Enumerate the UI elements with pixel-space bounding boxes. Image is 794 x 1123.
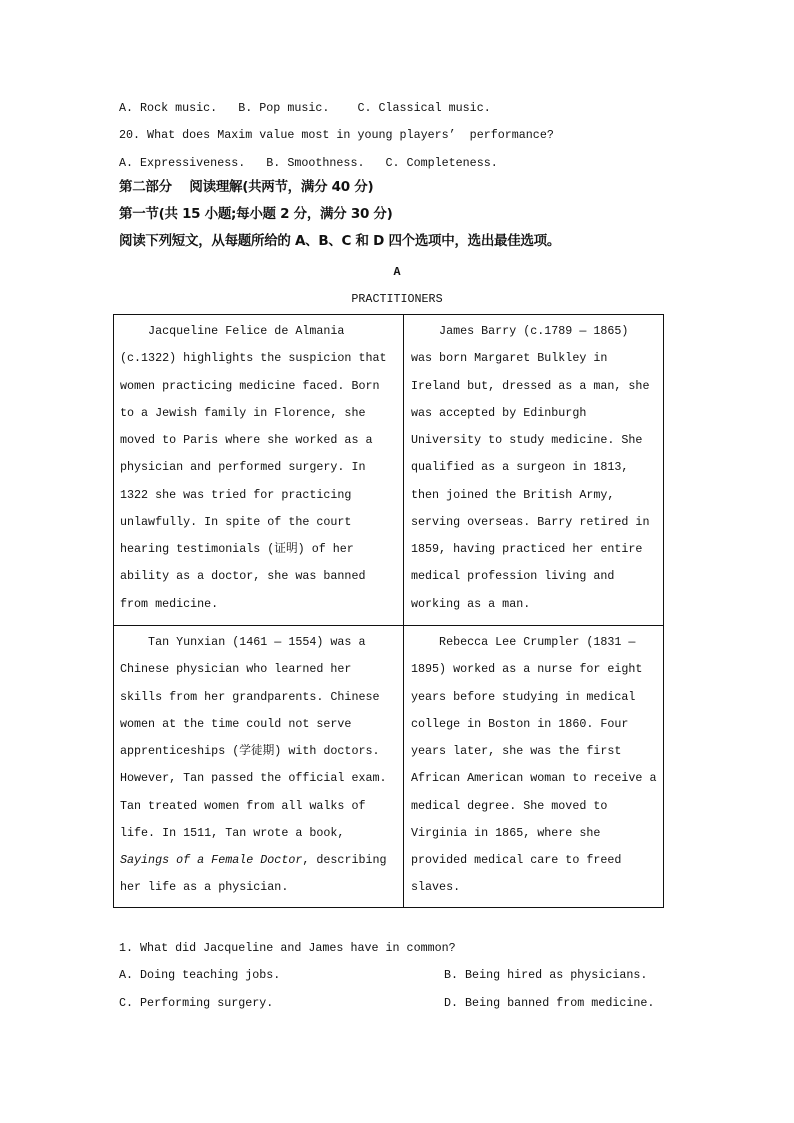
cell-line: Tan treated women from all walks of bbox=[120, 798, 366, 813]
cell-line: to a Jewish family in Florence, she bbox=[120, 405, 366, 420]
cell-line: unlawfully. In spite of the court bbox=[120, 514, 352, 529]
q20-options: A. Expressiveness. B. Smoothness. C. Completeness. bbox=[119, 156, 498, 170]
cell-line: slaves. bbox=[411, 880, 461, 895]
cell-line: years before studying in medical bbox=[411, 689, 636, 704]
cell-line: (c.1322) highlights the suspicion that bbox=[120, 351, 387, 366]
option-b: B. Being hired as physicians. bbox=[444, 968, 648, 982]
instructions: 阅读下列短文，从每题所给的 A、B、C 和 D 四个选项中，选出最佳选项。 bbox=[119, 233, 561, 249]
table-divider-horizontal bbox=[113, 625, 664, 626]
cell-line: was accepted by Edinburgh bbox=[411, 405, 587, 420]
cell-line: African American woman to receive a bbox=[411, 771, 657, 786]
cell-line: serving overseas. Barry retired in bbox=[411, 514, 650, 529]
cell-line: Tan Yunxian (1461 — 1554) was a bbox=[120, 635, 366, 649]
part-heading: 第二部分 阅读理解(共两节，满分 40 分) bbox=[119, 179, 374, 195]
cell-line: apprenticeships (学徒期) with doctors. bbox=[120, 744, 380, 758]
cell-line: moved to Paris where she worked as a bbox=[120, 433, 373, 447]
book-title-suffix: , describing bbox=[302, 853, 387, 867]
book-title: Sayings of a Female Doctor bbox=[120, 853, 303, 867]
cell-line: 1895) worked as a nurse for eight bbox=[411, 662, 643, 677]
cell-line: However, Tan passed the official exam. bbox=[120, 771, 387, 786]
cell-line: provided medical care to freed bbox=[411, 853, 622, 867]
q19-options: A. Rock music. B. Pop music. C. Classical music. bbox=[119, 101, 491, 115]
q20-question: 20. What does Maxim value most in young players’ performance? bbox=[119, 128, 554, 142]
cell-line: Chinese physician who learned her bbox=[120, 662, 352, 677]
cell-line: Jacqueline Felice de Almania bbox=[120, 324, 345, 338]
passage-title: PRACTITIONERS bbox=[351, 292, 443, 306]
practitioners-table bbox=[113, 314, 664, 908]
cell-line: 1859, having practiced her entire bbox=[411, 542, 643, 556]
cell-line: was born Margaret Bulkley in bbox=[411, 351, 608, 366]
cell-line: medical profession living and bbox=[411, 569, 615, 584]
cell-line: women practicing medicine faced. Born bbox=[120, 378, 380, 393]
option-a: A. Doing teaching jobs. bbox=[119, 968, 281, 982]
cell-line: working as a man. bbox=[411, 596, 531, 611]
cell-line: ability as a doctor, she was banned bbox=[120, 569, 366, 584]
option-c: C. Performing surgery. bbox=[119, 996, 274, 1010]
cell-line: her life as a physician. bbox=[120, 880, 289, 895]
cell-line: James Barry (c.1789 — 1865) bbox=[411, 324, 629, 338]
cell-line: physician and performed surgery. In bbox=[120, 460, 366, 475]
cell-line: then joined the British Army, bbox=[411, 487, 615, 502]
cell-line: years later, she was the first bbox=[411, 744, 622, 758]
cell-line: 1322 she was tried for practicing bbox=[120, 487, 352, 502]
cell-line: women at the time could not serve bbox=[120, 716, 352, 731]
cell-line: University to study medicine. She bbox=[411, 433, 643, 447]
cell-line: Rebecca Lee Crumpler (1831 — bbox=[411, 635, 636, 649]
passage-label: A bbox=[393, 265, 401, 279]
cell-line: Virginia in 1865, where she bbox=[411, 825, 601, 840]
table-divider-vertical bbox=[403, 314, 404, 908]
cell-line: life. In 1511, Tan wrote a book, bbox=[120, 825, 345, 840]
cell-line: Ireland but, dressed as a man, she bbox=[411, 378, 650, 393]
question-1-stem: 1. What did Jacqueline and James have in common? bbox=[119, 941, 456, 955]
cell-line: qualified as a surgeon in 1813, bbox=[411, 460, 629, 475]
cell-line: college in Boston in 1860. Four bbox=[411, 716, 629, 731]
cell-line bbox=[120, 853, 387, 867]
cell-line: hearing testimonials (证明) of her bbox=[120, 542, 354, 556]
cell-line: skills from her grandparents. Chinese bbox=[120, 689, 380, 704]
section-heading: 第一节(共 15 小题;每小题 2 分，满分 30 分) bbox=[119, 206, 393, 222]
cell-line: from medicine. bbox=[120, 596, 219, 611]
cell-line: medical degree. She moved to bbox=[411, 798, 608, 813]
option-d: D. Being banned from medicine. bbox=[444, 996, 655, 1010]
